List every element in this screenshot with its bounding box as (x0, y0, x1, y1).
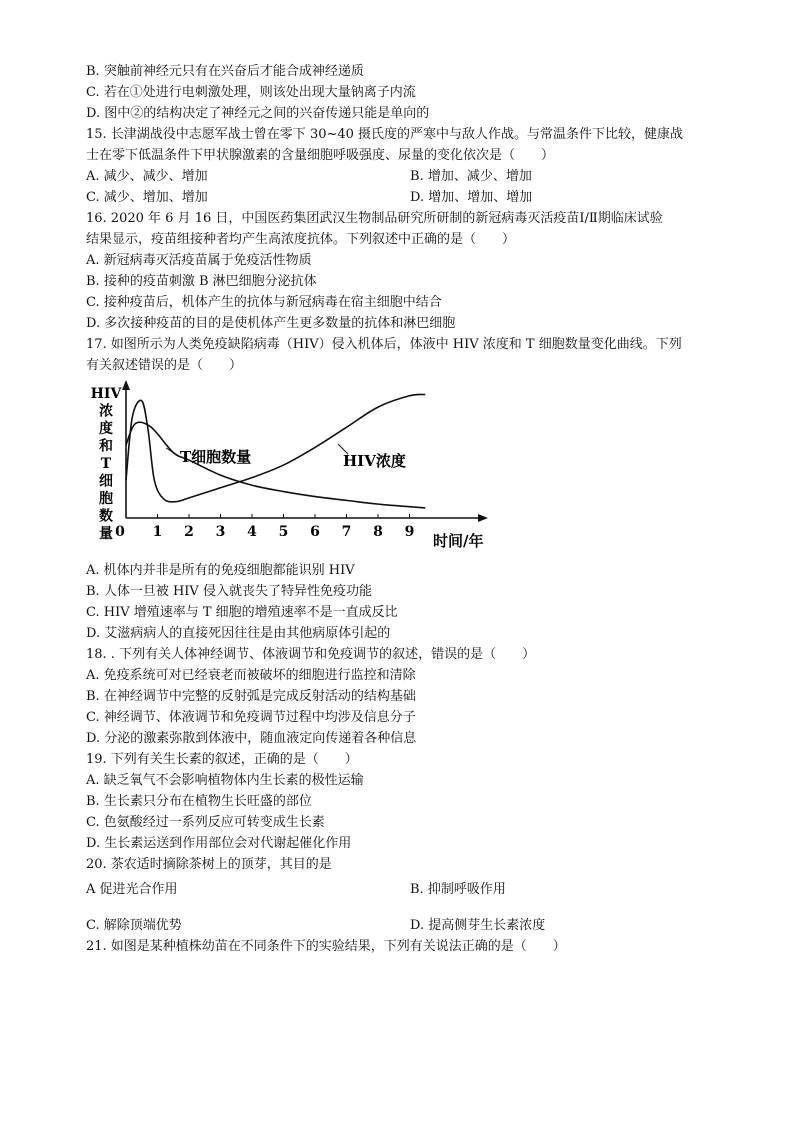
q19-option-b: B. 生长素只分布在植物生长旺盛的部位 (86, 794, 312, 809)
q18-option-a: A. 免疫系统可对已经衰老而被破坏的细胞进行监控和清除 (86, 668, 416, 683)
q16-option-d: D. 多次接种疫苗的目的是使机体产生更多数量的抗体和淋巴细胞 (86, 316, 456, 331)
y-axis-label-char: HIV (90, 386, 122, 402)
q19-stem: 19. 下列有关生长素的叙述，正确的是（ ） (86, 752, 358, 767)
hiv-series-label: HIV浓度 (343, 452, 406, 470)
y-axis-label-char: 数 (99, 508, 113, 525)
t-cell-label-leader (166, 448, 179, 456)
x-axis-label: 时间/年 (433, 532, 484, 550)
y-axis-label-char: 量 (99, 526, 113, 542)
q17-option-d: D. 艾滋病病人的直接死因往往是由其他病原体引起的 (86, 626, 391, 641)
q18-stem: 18. . 下列有关人体神经调节、体液调节和免疫调节的叙述，错误的是（ ） (86, 647, 536, 662)
q17-stem-cont: 有关叙述错误的是（ ） (86, 358, 243, 373)
x-tick-label: 9 (404, 524, 415, 540)
q18-option-c: C. 神经调节、体液调节和免疫调节过程中均涉及信息分子 (86, 710, 416, 725)
q17-option-a: A. 机体内并非是所有的免疫细胞都能识别 HIV (86, 563, 355, 578)
q20-option-c: C. 解除顶端优势 (86, 918, 182, 933)
q14-option-d: D. 图中②的结构决定了神经元之间的兴奋传递只能是单向的 (86, 106, 430, 121)
x-tick-label: 2 (184, 524, 194, 540)
q19-option-a: A. 缺乏氧气不会影响植物体内生长素的极性运输 (86, 773, 364, 788)
q16-stem: 16. 2020 年 6 月 16 日，中国医药集团武汉生物制品研究所研制的新冠病毒灭活疫苗Ⅰ/Ⅱ期临床试验 (86, 211, 663, 226)
q15-option-c: C. 减少、增加、增加 (86, 190, 208, 205)
x-tick-label: 0 (115, 524, 125, 540)
q18-option-b: B. 在神经调节中完整的反射弧是完成反射活动的结构基础 (86, 689, 416, 704)
y-axis-label (91, 386, 123, 542)
hiv-chart (86, 378, 496, 553)
q18-option-d: D. 分泌的激素弥散到体液中，随血液定向传递着各种信息 (86, 731, 417, 746)
y-axis-arrow (122, 380, 130, 390)
q21-stem: 21. 如图是某种植株幼苗在不同条件下的实验结果，下列有关说法正确的是（ ） (86, 939, 566, 954)
q20-option-d: D. 提高侧芽生长素浓度 (410, 918, 546, 933)
y-axis-label-char: 浓 (99, 403, 113, 420)
y-axis-label-char: 和 (99, 438, 113, 455)
x-axis-arrow (478, 514, 488, 522)
q16-option-c: C. 接种疫苗后，机体产生的抗体与新冠病毒在宿主细胞中结合 (86, 295, 442, 310)
q16-stem-cont: 结果显示，疫苗组接种者均产生高浓度抗体。下列叙述中正确的是（ ） (86, 232, 516, 247)
q19-option-c: C. 色氨酸经过一系列反应可转变成生长素 (86, 815, 325, 830)
q15-option-a: A. 减少、减少、增加 (86, 169, 208, 184)
x-tick-label: 6 (310, 524, 320, 540)
y-axis-label-char: T (100, 456, 112, 472)
q20-option-b: B. 抑制呼吸作用 (410, 882, 506, 897)
t-cell-series-label: T细胞数量 (180, 448, 252, 466)
q16-option-b: B. 接种的疫苗刺激 B 淋巴细胞分泌抗体 (86, 274, 317, 289)
x-tick-label: 1 (152, 524, 163, 540)
hiv-concentration-curve (126, 394, 425, 501)
q15-option-b: B. 增加、减少、增加 (410, 169, 532, 184)
x-tick-label: 4 (247, 524, 257, 540)
x-tick-label: 7 (341, 524, 352, 540)
q17-stem: 17. 如图所示为人类免疫缺陷病毒（HIV）侵入机体后，体液中 HIV 浓度和 T 细胞数量变化曲线。下列 (86, 337, 682, 352)
q19-option-d: D. 生长素运送到作用部位会对代谢起催化作用 (86, 836, 352, 851)
q17-option-b: B. 人体一旦被 HIV 侵入就丧失了特异性免疫功能 (86, 584, 372, 599)
x-tick-label: 5 (278, 524, 289, 540)
y-axis-label-char: 细 (99, 473, 113, 490)
q20-option-a: A 促进光合作用 (86, 882, 178, 897)
q16-option-a: A. 新冠病毒灭活疫苗属于免疫活性物质 (86, 253, 312, 268)
y-axis-label-char: 胞 (99, 491, 113, 507)
q15-stem-cont: 士在零下低温条件下甲状腺激素的含量细胞呼吸强度、尿量的变化依次是（ ） (86, 148, 555, 163)
y-axis-label-char: 度 (99, 421, 113, 437)
q15-stem: 15. 长津湖战役中志愿军战士曾在零下 30~40 摄氏度的严寒中与敌人作战。与常温条件下比较，健康战 (86, 127, 684, 142)
x-tick-label: 3 (215, 524, 226, 540)
q14-option-b: B. 突触前神经元只有在兴奋后才能合成神经递质 (86, 64, 364, 79)
x-tick-label: 8 (373, 524, 383, 540)
q17-option-c: C. HIV 增殖速率与 T 细胞的增殖速率不是一直成反比 (86, 605, 398, 620)
q14-option-c: C. 若在①处进行电刺激处理，则该处出现大量钠离子内流 (86, 85, 416, 100)
q20-stem: 20. 茶农适时摘除茶树上的顶芽，其目的是 (86, 857, 332, 872)
q15-option-d: D. 增加、增加、增加 (410, 190, 533, 205)
